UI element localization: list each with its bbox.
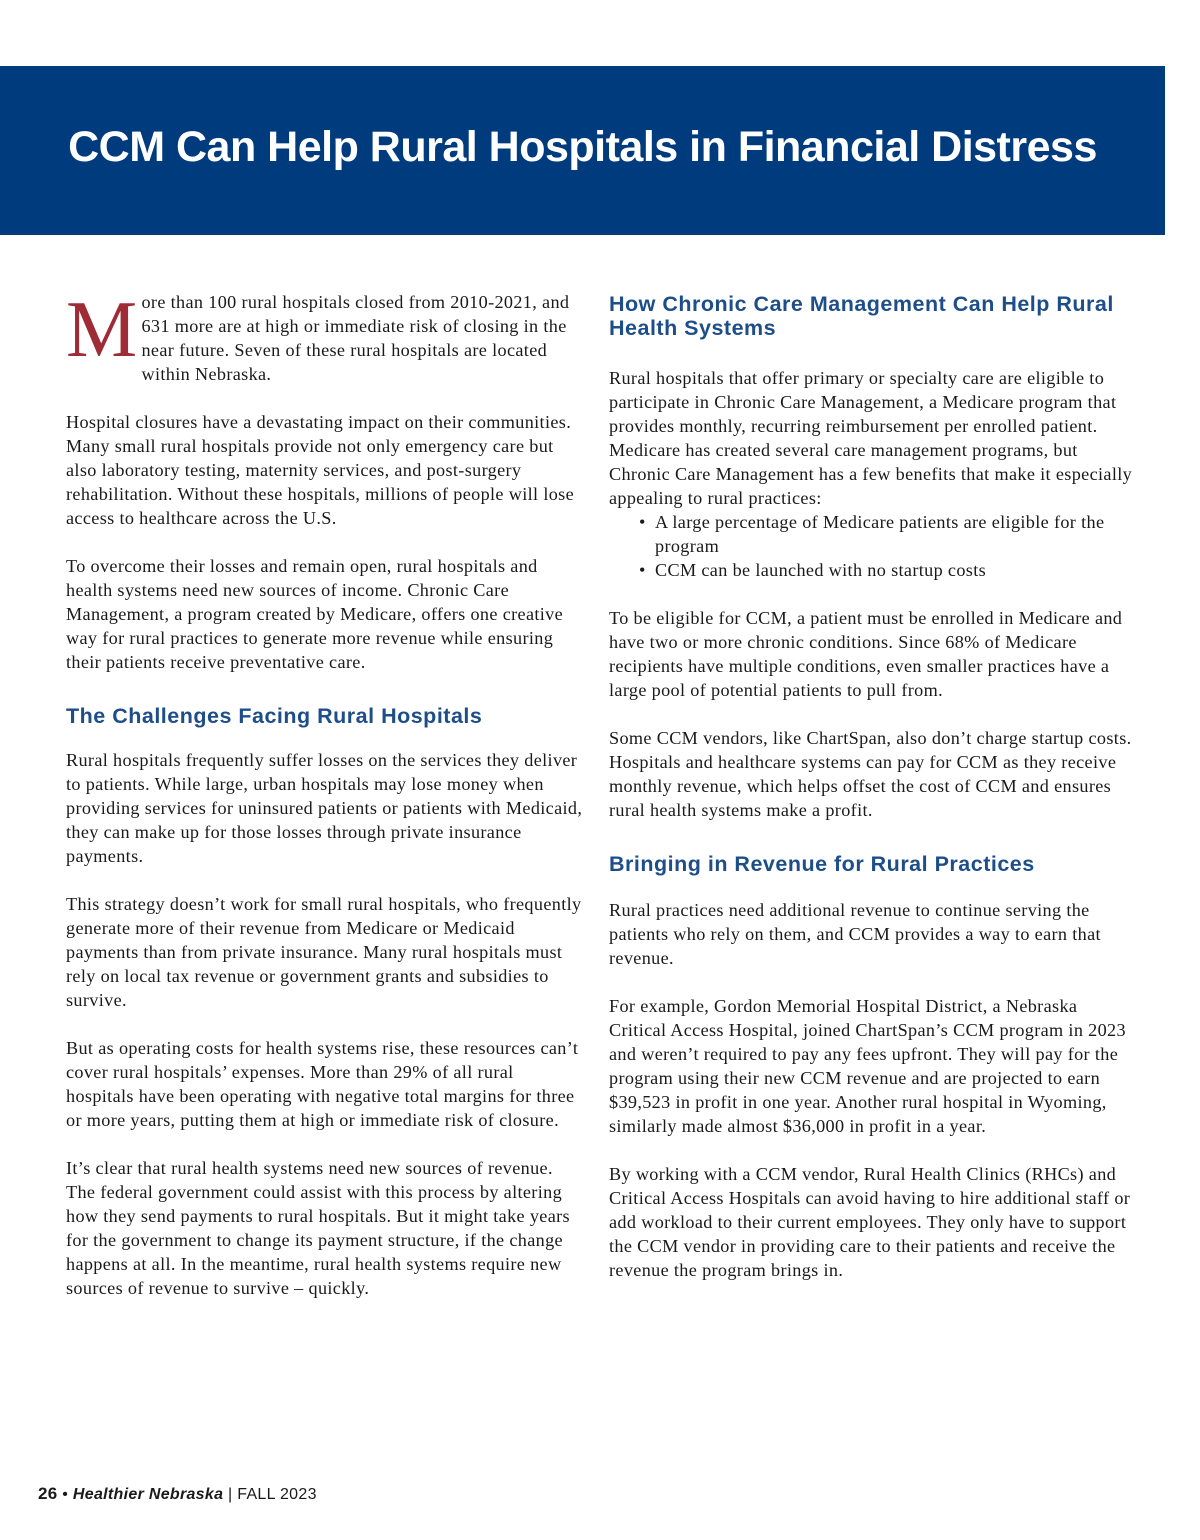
bullet-icon: • <box>639 560 646 580</box>
page-title: CCM Can Help Rural Hospitals in Financial Distress <box>68 123 1097 171</box>
paragraph-strategy: This strategy doesn’t work for small rural hospitals, who frequently generate more of their revenue from Medicare or Medicaid payments than from private insurance. Many rural hospitals must rely on local tax revenue or government grants and subsidies to survive. <box>66 894 582 1010</box>
paragraph-closures: Hospital closures have a devastating impact on their communities. Many small rural hospitals provide not only emergency care but also laboratory testing, maternity services, and post-surgery rehabilitation. Without these hospitals, millions of people will lose access to healthcare across the U.S. <box>66 412 575 528</box>
paragraph-overcome: To overcome their losses and remain open, rural hospitals and health systems need new sources of income. Chronic Care Management, a program created by Medicare, offers one creative way for rural practices to generate more revenue while ensuring their patients receive preventative care. <box>66 556 564 672</box>
intro-paragraph <box>66 286 586 386</box>
left-column <box>66 286 586 1324</box>
bullet-icon: • <box>639 512 646 532</box>
page-number: 26 <box>38 1484 58 1503</box>
paragraph-vendor-work: By working with a CCM vendor, Rural Health Clinics (RHCs) and Critical Access Hospitals can avoid having to hire additional staff or add workload to their current employees. They only have to support the CCM vendor in providing care to their patients and receive the revenue the program brings in. <box>609 1164 1131 1280</box>
paragraph-costs: But as operating costs for health systems rise, these resources can’t cover rural hospitals’ expenses. More than 29% of all rural hospitals have been operating with negative total margins for three or more years, putting them at high or immediate risk of closure. <box>66 1038 579 1130</box>
issue-label: FALL 2023 <box>237 1486 317 1503</box>
right-column <box>609 290 1139 1306</box>
heading-how-ccm-helps: How Chronic Care Management Can Help Rural Health Systems <box>609 292 1114 340</box>
list-item: • CCM can be launched with no startup costs <box>639 560 987 580</box>
paragraph-losses: Rural hospitals frequently suffer losses on the services they deliver to patients. While large, urban hospitals may lose money when providing services for uninsured patients or patients with Medicaid, they can make up for those losses through private insurance payments. <box>66 750 583 866</box>
paragraph-new-sources: It’s clear that rural health systems need new sources of revenue. The federal government could assist with this process by altering how they send payments to rural hospitals. But it might take years for the government to change its payment structure, if the change happens at all. In the meantime, rural health systems require new sources of revenue to survive – quickly. <box>66 1158 570 1298</box>
intro-text: ore than 100 rural hospitals closed from 2010-2021, and 631 more are at high or immediate risk of closing in the near future. Seven of these rural hospitals are located within Nebraska. <box>141 292 570 384</box>
paragraph-example: For example, Gordon Memorial Hospital District, a Nebraska Critical Access Hospital, joined ChartSpan’s CCM program in 2023 and weren’t required to pay any fees upfront. They will pay for the program using their new CCM revenue and are projected to earn $39,523 in profit in one year. Another rural hospital in Wyoming, similarly made almost $36,000 in profit in a year. <box>609 996 1126 1136</box>
magazine-name: Healthier Nebraska <box>72 1486 224 1503</box>
heading-revenue: Bringing in Revenue for Rural Practices <box>609 852 1035 876</box>
footer-separator: | <box>228 1486 233 1503</box>
paragraph-additional-revenue: Rural practices need additional revenue to continue serving the patients who rely on them, and CCM provides a way to earn that revenue. <box>609 900 1101 968</box>
page-footer <box>38 1484 317 1504</box>
title-banner <box>0 66 1165 235</box>
benefits-list <box>609 510 1139 582</box>
paragraph-eligible: Rural hospitals that offer primary or specialty care are eligible to participate in Chronic Care Management, a Medicare program that provides monthly, recurring reimbursement per enrolled patient. Medicare has created several care management programs, but Chronic Care Management has a few benefits that make it especially appealing to rural practices: <box>609 368 1133 508</box>
paragraph-vendors: Some CCM vendors, like ChartSpan, also don’t charge startup costs. Hospitals and healthcare systems can pay for CCM as they receive monthly revenue, which helps offset the cost of CCM and ensures rural health systems make a profit. <box>609 728 1132 820</box>
footer-bullet: • <box>62 1486 69 1503</box>
list-item: • A large percentage of Medicare patients are eligible for the program <box>639 512 1105 556</box>
heading-challenges: The Challenges Facing Rural Hospitals <box>66 704 483 728</box>
paragraph-eligibility: To be eligible for CCM, a patient must be enrolled in Medicare and have two or more chronic conditions. Since 68% of Medicare recipients have multiple conditions, even smaller practices have a large pool of potential patients to pull from. <box>609 608 1123 700</box>
drop-cap: M <box>66 286 138 374</box>
